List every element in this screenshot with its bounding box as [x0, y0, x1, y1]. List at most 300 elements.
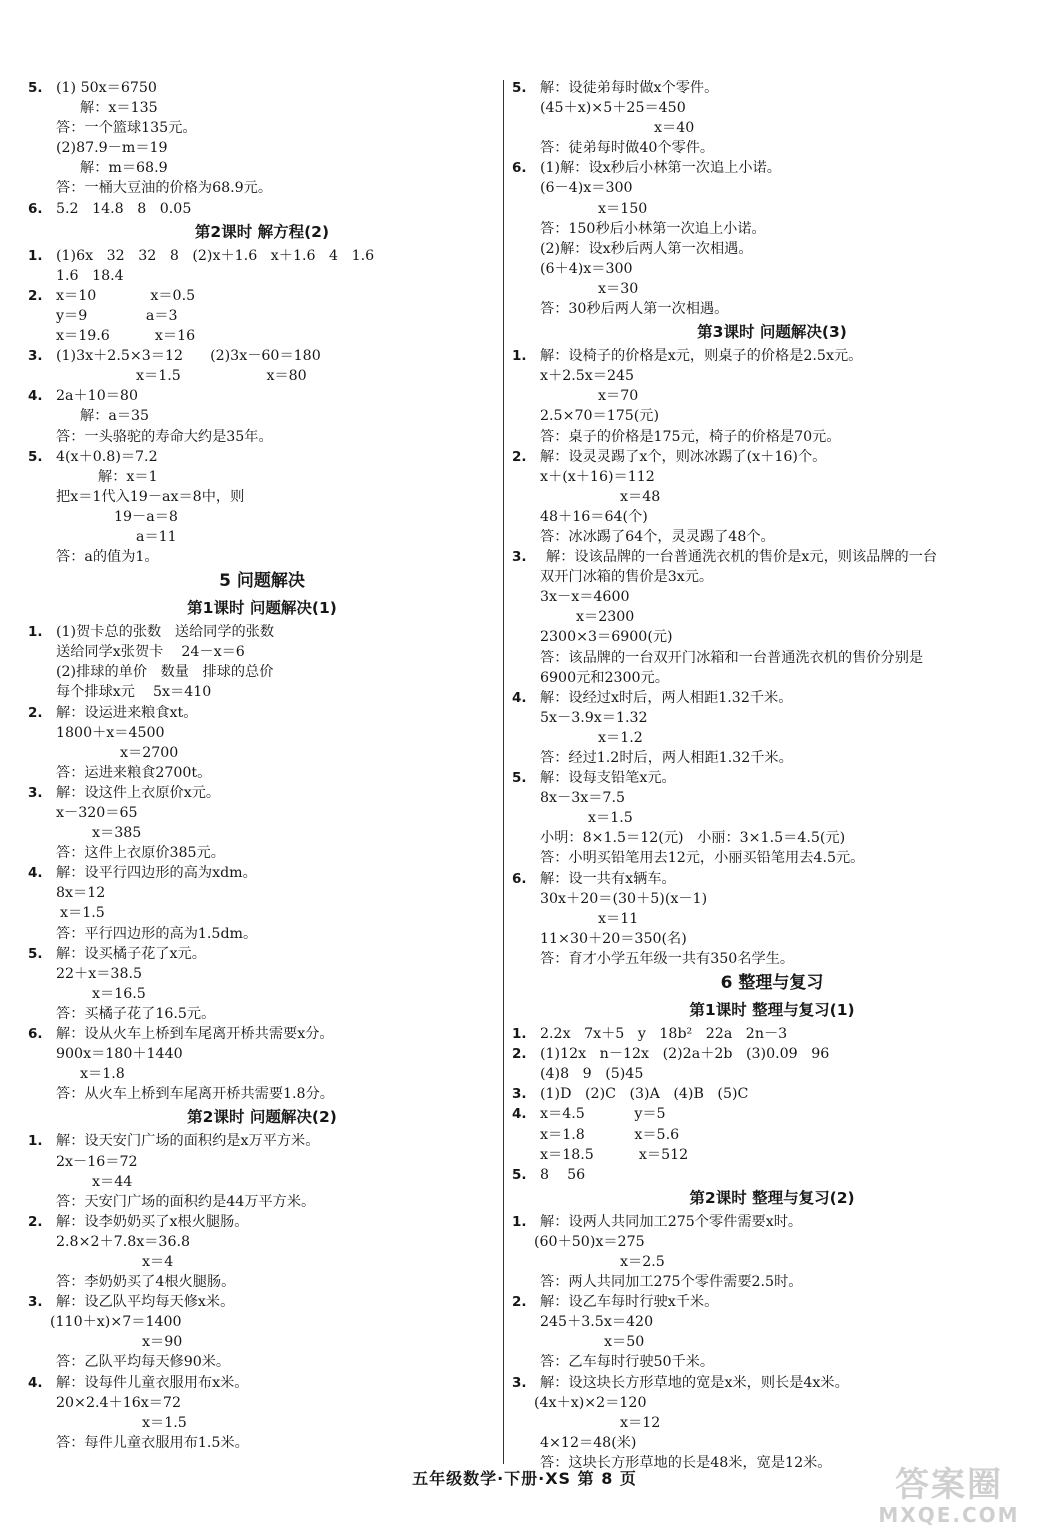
- chapter-heading: 6 整理与复习: [720, 973, 824, 994]
- answer-line: [28, 1292, 496, 1312]
- answer-text: 答：小明买铅笔用去12元，小丽买铅笔用去4.5元。: [540, 850, 865, 867]
- answer-line: [28, 1252, 496, 1272]
- answer-text: 245＋3.5x＝420: [540, 1314, 654, 1331]
- answer-text: x＝2.5: [620, 1253, 665, 1270]
- answer-line: [512, 1292, 1032, 1312]
- answer-text: 解：m＝68.9: [80, 160, 168, 177]
- answer-text: 答：两人共同加工275个零件需要2.5时。: [540, 1274, 803, 1291]
- answer-text: x＝40: [654, 120, 695, 137]
- answer-line: [512, 1165, 1032, 1185]
- question-number: 2.: [28, 287, 43, 304]
- question-number: 5.: [28, 448, 43, 465]
- answer-line: [28, 1332, 496, 1352]
- answer-line: [28, 1004, 496, 1024]
- answer-line: [28, 427, 496, 447]
- answer-text: 900x＝180＋1440: [56, 1046, 183, 1063]
- answer-text: 解：设灵灵踢了x个，则冰冰踢了(x＋16)个。: [540, 448, 827, 465]
- question-number: 5.: [28, 945, 43, 962]
- question-number: 4.: [512, 1106, 527, 1123]
- answer-text: 答：从火车上桥到车尾离开桥共需要1.8分。: [56, 1086, 334, 1103]
- answer-text: 11×30＋20＝350(名): [540, 930, 687, 947]
- answer-text: x＝1.5 x＝80: [136, 368, 307, 385]
- answer-line: [512, 279, 1032, 299]
- answer-text: 解：a＝35: [80, 408, 150, 425]
- answer-line: [512, 138, 1032, 158]
- answer-line: [512, 547, 1032, 567]
- answer-line: [28, 1131, 496, 1151]
- answer-line: [28, 1084, 496, 1104]
- left-column: [28, 78, 496, 1453]
- question-number: 3.: [512, 549, 527, 566]
- answer-line: [28, 527, 496, 547]
- answer-text: 48＋16＝64(个): [540, 508, 648, 525]
- answer-text: x＝70: [598, 388, 639, 405]
- answer-text: 30x＋20＝(30＋5)(x－1): [540, 890, 708, 907]
- answer-line: [512, 386, 1032, 406]
- answer-text: 答：平行四边形的高为1.5dm。: [56, 925, 258, 942]
- answer-text: (1)D (2)C (3)A (4)B (5)C: [540, 1086, 749, 1103]
- answer-text: x＝2300: [576, 609, 635, 626]
- question-number: 1.: [512, 1213, 527, 1230]
- answer-text: 2x－16＝72: [56, 1153, 138, 1170]
- answer-line: [512, 1044, 1032, 1064]
- question-number: 2.: [28, 1213, 43, 1230]
- answer-text: 解：设平行四边形的高为xdm。: [56, 865, 257, 882]
- answer-text: 解：设乙队平均每天修x米。: [56, 1294, 235, 1311]
- answer-line: [28, 1172, 496, 1192]
- section-heading: 第2课时 解方程(2): [194, 222, 330, 241]
- question-number: 4.: [28, 1374, 43, 1391]
- answer-text: 答：乙车每时行驶50千米。: [540, 1354, 715, 1371]
- answer-line: [512, 567, 1032, 587]
- answer-text: (60＋50)x＝275: [534, 1233, 645, 1250]
- question-number: 3.: [512, 1086, 527, 1103]
- answer-line: [28, 547, 496, 567]
- answer-text: 4(x＋0.8)＝7.2: [56, 448, 158, 465]
- question-number: 5.: [512, 770, 527, 787]
- answer-text: 解：设从火车上桥到车尾离开桥共需要x分。: [56, 1026, 334, 1043]
- answer-line: [512, 668, 1032, 688]
- answer-text: 解：设李奶奶买了x根火腿肠。: [56, 1213, 249, 1230]
- answer-text: 送给同学x张贺卡 24－x＝6: [56, 644, 245, 661]
- question-number: 3.: [28, 784, 43, 801]
- answer-line: [512, 889, 1032, 909]
- answer-text: x＝44: [92, 1173, 133, 1190]
- answer-text: (110＋x)×7＝1400: [50, 1314, 182, 1331]
- answer-text: 答：每件儿童衣服用布1.5米。: [56, 1434, 249, 1451]
- answer-text: x＝19.6 x＝16: [56, 328, 196, 345]
- answer-line: [512, 158, 1032, 178]
- answer-text: x＋(x＋16)＝112: [540, 468, 655, 485]
- answer-line: [28, 178, 496, 198]
- answer-line: [512, 748, 1032, 768]
- question-number: 4.: [28, 865, 43, 882]
- answer-line: [28, 199, 496, 219]
- answer-text: (1)6x 32 32 8 (2)x＋1.6 x＋1.6 4 1.6: [56, 247, 375, 264]
- answer-text: x＝12: [620, 1414, 661, 1431]
- answer-line: [28, 803, 496, 823]
- answer-line: [512, 587, 1032, 607]
- answer-text: 解：设经过x时后，两人相距1.32千米。: [540, 689, 793, 706]
- answer-line: [28, 703, 496, 723]
- answer-text: 小明：8×1.5＝12(元) 小丽：3×1.5＝4.5(元): [540, 830, 846, 847]
- answer-text: x＝2700: [120, 744, 179, 761]
- answer-line: [512, 78, 1032, 98]
- answer-line: [512, 627, 1032, 647]
- answer-text: 解：设该品牌的一台普通洗衣机的售价是x元，则该品牌的一台: [546, 549, 938, 566]
- answer-text: 解：设这件上衣原价x元。: [56, 784, 221, 801]
- answer-line: [28, 246, 496, 266]
- answer-text: (1)12x n－12x (2)2a＋2b (3)0.09 96: [540, 1046, 830, 1063]
- answer-line: [28, 1433, 496, 1453]
- answer-line: [28, 306, 496, 326]
- answer-text: 答：150秒后小林第一次追上小诺。: [540, 220, 766, 237]
- answer-text: 解：设两人共同加工275个零件需要x时。: [540, 1213, 803, 1230]
- answer-text: (1)解：设x秒后小林第一次追上小诺。: [540, 160, 781, 177]
- answer-text: 1800＋x＝4500: [56, 724, 165, 741]
- answer-line: [512, 507, 1032, 527]
- answer-line: [512, 366, 1032, 386]
- answer-text: 答：30秒后两人第一次相遇。: [540, 301, 729, 318]
- answer-text: (45＋x)×5＋25＝450: [540, 100, 686, 117]
- answer-line: [512, 406, 1032, 426]
- answer-text: 6900元和2300元。: [540, 669, 669, 686]
- answer-text: x＝11: [598, 910, 639, 927]
- answer-text: 答：一个篮球135元。: [56, 120, 197, 137]
- answer-line: [28, 883, 496, 903]
- answer-line: [512, 1125, 1032, 1145]
- answer-text: x＝50: [604, 1334, 645, 1351]
- answer-line: [512, 1212, 1032, 1232]
- answer-text: 解：x＝1: [98, 468, 158, 485]
- answer-line: [512, 1064, 1032, 1084]
- answer-text: 22＋x＝38.5: [56, 965, 143, 982]
- question-number: 5.: [28, 80, 43, 96]
- answer-line: [28, 447, 496, 467]
- answer-line: [512, 427, 1032, 447]
- answer-line: [512, 487, 1032, 507]
- answer-line: [28, 118, 496, 138]
- answer-text: 答：徒弟每时做40个零件。: [540, 140, 715, 157]
- answer-line: [28, 823, 496, 843]
- answer-line: [512, 1104, 1032, 1124]
- answer-text: x＝1.5: [142, 1414, 187, 1431]
- answer-text: 解：设这块长方形草地的宽是x米，则长是4x米。: [540, 1374, 849, 1391]
- answer-line: [512, 219, 1032, 239]
- section-heading: 第1课时 问题解决(1): [187, 599, 337, 618]
- right-column: [512, 78, 1032, 1473]
- answer-text: 每个排球x元 5x＝410: [56, 684, 212, 701]
- answer-text: 8x－3x＝7.5: [540, 790, 625, 807]
- answer-line: [512, 1352, 1032, 1372]
- question-number: 3.: [28, 348, 43, 365]
- answer-line: [512, 239, 1032, 259]
- answer-line: [28, 662, 496, 682]
- answer-line: [512, 1433, 1032, 1453]
- answer-text: (4)8 9 (5)45: [540, 1066, 644, 1083]
- answer-text: 答：桌子的价格是175元，椅子的价格是70元。: [540, 428, 841, 445]
- answer-text: 答：天安门广场的面积约是44万平方米。: [56, 1193, 316, 1210]
- question-number: 4.: [512, 689, 527, 706]
- answer-text: x＝150: [598, 200, 648, 217]
- answer-line: [28, 944, 496, 964]
- answer-text: 答：这件上衣原价385元。: [56, 845, 225, 862]
- question-number: 1.: [28, 1133, 43, 1150]
- answer-text: x＝16.5: [92, 985, 146, 1002]
- question-number: 1.: [512, 1026, 527, 1043]
- answer-text: x＝10 x＝0.5: [56, 287, 196, 304]
- answer-line: [512, 688, 1032, 708]
- answer-text: 答：经过1.2时后，两人相距1.32千米。: [540, 750, 793, 766]
- answer-line: [28, 1312, 496, 1332]
- answer-line: [512, 1272, 1032, 1292]
- answer-line: [28, 1413, 496, 1433]
- answer-line: [512, 1393, 1032, 1413]
- answer-text: 5.2 14.8 8 0.05: [56, 200, 192, 217]
- answer-line: [512, 118, 1032, 138]
- answer-text: 2.2x 7x＋5 y 18b² 22a 2n－3: [540, 1026, 788, 1043]
- question-number: 3.: [28, 1294, 43, 1311]
- answer-text: x＝4.5 y＝5: [540, 1106, 666, 1123]
- answer-text: (2)排球的单价 数量 排球的总价: [56, 664, 274, 681]
- answer-text: 答：a的值为1。: [56, 549, 159, 566]
- answer-text: 解：设每支铅笔x元。: [540, 770, 676, 787]
- answer-line: [512, 1145, 1032, 1165]
- answer-line: [512, 447, 1032, 467]
- answer-text: a＝11: [136, 528, 177, 545]
- question-number: 6.: [28, 1026, 43, 1043]
- answer-line: [28, 78, 496, 98]
- answer-line: [28, 1393, 496, 1413]
- answer-line: [28, 326, 496, 346]
- answer-line: [512, 527, 1032, 547]
- answer-text: (1)3x＋2.5×3＝12 (2)3x－60＝180: [56, 348, 321, 365]
- answer-text: 8x＝12: [56, 885, 106, 902]
- answer-text: (6＋4)x＝300: [540, 260, 633, 277]
- answer-line: [28, 487, 496, 507]
- question-number: 4.: [28, 388, 43, 405]
- question-number: 3.: [512, 1374, 527, 1391]
- answer-text: 2.8×2＋7.8x＝36.8: [56, 1233, 191, 1250]
- question-number: 2.: [512, 1046, 527, 1063]
- answer-line: [28, 1064, 496, 1084]
- answer-text: (4x＋x)×2＝120: [534, 1394, 647, 1411]
- answer-line: [512, 299, 1032, 319]
- answer-line: [28, 863, 496, 883]
- question-number: 1.: [28, 624, 43, 641]
- answer-text: (1)贺卡总的张数 送给同学的张数: [56, 624, 275, 641]
- answer-text: 答：一桶大豆油的价格为68.9元。: [56, 180, 273, 197]
- answer-text: y＝9 a＝3: [56, 307, 178, 324]
- answer-line: [512, 768, 1032, 788]
- answer-text: 解：设椅子的价格是x元，则桌子的价格是2.5x元。: [540, 348, 863, 365]
- answer-line: [28, 1212, 496, 1232]
- section-heading: 第2课时 整理与复习(2): [689, 1188, 855, 1207]
- question-number: 6.: [512, 160, 527, 177]
- answer-text: x＝1.2: [598, 729, 643, 746]
- answer-text: 解：设每件儿童衣服用布x米。: [56, 1374, 249, 1391]
- answer-text: 答：李奶奶买了4根火腿肠。: [56, 1274, 236, 1291]
- answer-line: [28, 1352, 496, 1372]
- answer-line: [512, 949, 1032, 969]
- answer-line: [28, 903, 496, 923]
- answer-text: 解：设徒弟每时做x个零件。: [540, 80, 719, 96]
- chapter-heading: 5 问题解决: [219, 571, 305, 592]
- answer-line: [28, 1232, 496, 1252]
- answer-line: [28, 406, 496, 426]
- question-number: 6.: [28, 200, 43, 217]
- answer-line: [28, 964, 496, 984]
- answer-line: [28, 763, 496, 783]
- answer-text: 双开门冰箱的售价是3x元。: [540, 569, 714, 586]
- section-heading: 第2课时 问题解决(2): [187, 1108, 337, 1127]
- answer-text: x＝4: [142, 1253, 174, 1270]
- answer-text: (6－4)x＝300: [540, 180, 633, 197]
- section-heading: 第3课时 问题解决(3): [697, 323, 847, 342]
- question-number: 2.: [512, 448, 527, 465]
- answer-text: 答：乙队平均每天修90米。: [56, 1354, 231, 1371]
- section-heading: 第1课时 整理与复习(1): [689, 1001, 855, 1020]
- answer-text: 解：x＝135: [80, 100, 158, 117]
- answer-text: 把x＝1代入19－ax＝8中，则: [56, 488, 245, 505]
- answer-text: 3x－x＝4600: [540, 589, 630, 606]
- answer-line: [512, 1024, 1032, 1044]
- column-divider: [503, 80, 504, 1464]
- answer-text: 解：设运进来粮食xt。: [56, 704, 198, 721]
- answer-text: (1) 50x＝6750: [56, 80, 157, 96]
- answer-line: [28, 984, 496, 1004]
- answer-line: [28, 386, 496, 406]
- answer-line: [512, 828, 1032, 848]
- question-number: 2.: [28, 704, 43, 721]
- answer-line: [28, 682, 496, 702]
- answer-line: [512, 848, 1032, 868]
- answer-line: [28, 1024, 496, 1044]
- answer-text: (2)87.9－m＝19: [56, 140, 168, 157]
- answer-line: [512, 1084, 1032, 1104]
- answer-text: 2300×3＝6900(元): [540, 629, 673, 646]
- answer-text: 解：设乙车每时行驶x千米。: [540, 1294, 719, 1311]
- watermark-url: MXQE.COM: [878, 1503, 1020, 1527]
- answer-line: [28, 366, 496, 386]
- answer-line: [512, 909, 1032, 929]
- answer-text: x＝1.8: [80, 1066, 125, 1083]
- answer-text: x＝1.5: [588, 810, 633, 827]
- answer-line: [512, 648, 1032, 668]
- answer-line: [512, 467, 1032, 487]
- answer-text: 1.6 18.4: [56, 267, 124, 284]
- question-number: 6.: [512, 870, 527, 887]
- answer-text: 2.5×70＝175(元): [540, 408, 660, 425]
- answer-line: [512, 346, 1032, 366]
- answer-text: x＝48: [620, 488, 661, 505]
- answer-text: x＝90: [142, 1334, 183, 1351]
- question-number: 2.: [512, 1294, 527, 1311]
- answer-text: 19－a＝8: [114, 508, 178, 525]
- answer-line: [28, 843, 496, 863]
- answer-line: [28, 723, 496, 743]
- answer-text: 5x－3.9x＝1.32: [540, 709, 648, 726]
- watermark-logo: [859, 1466, 1039, 1528]
- answer-line: [28, 138, 496, 158]
- question-number: 5.: [512, 80, 527, 96]
- page-footer: 五年级数学·下册·XS 第 8 页: [412, 1469, 637, 1488]
- answer-text: x＋2.5x＝245: [540, 368, 635, 385]
- answer-text: 8 56: [540, 1166, 586, 1183]
- answer-line: [512, 98, 1032, 118]
- answer-text: x＝1.5: [60, 905, 105, 922]
- question-number: 1.: [512, 348, 527, 365]
- answer-line: [512, 259, 1032, 279]
- answer-line: [28, 1272, 496, 1292]
- answer-line: [28, 783, 496, 803]
- answer-text: x＝30: [598, 280, 639, 297]
- answer-line: [512, 178, 1032, 198]
- answer-text: 20×2.4＋16x＝72: [56, 1394, 181, 1411]
- answer-text: 答：买橘子花了16.5元。: [56, 1005, 216, 1022]
- answer-text: 解：设一共有x辆车。: [540, 870, 676, 887]
- watermark-text: 答案圈: [895, 1465, 1003, 1505]
- answer-line: [512, 199, 1032, 219]
- answer-line: [28, 266, 496, 286]
- answer-line: [28, 1044, 496, 1064]
- answer-line: [28, 1192, 496, 1212]
- answer-line: [512, 1252, 1032, 1272]
- answer-line: [512, 607, 1032, 627]
- answer-line: [512, 1332, 1032, 1352]
- answer-line: [28, 1152, 496, 1172]
- answer-text: x＝385: [92, 825, 142, 842]
- answer-line: [512, 808, 1032, 828]
- answer-text: 答：运进来粮食2700t。: [56, 764, 212, 781]
- answer-text: 答：一头骆驼的寿命大约是35年。: [56, 428, 273, 445]
- answer-line: [512, 1413, 1032, 1433]
- answer-text: 答：该品牌的一台双开门冰箱和一台普通洗衣机的售价分别是: [540, 649, 924, 666]
- answer-line: [28, 507, 496, 527]
- answer-line: [28, 924, 496, 944]
- answer-line: [28, 346, 496, 366]
- answer-text: x－320＝65: [56, 805, 138, 821]
- answer-text: 解：设买橘子花了x元。: [56, 945, 206, 962]
- answer-text: x＝18.5 x＝512: [540, 1146, 689, 1163]
- answer-line: [512, 788, 1032, 808]
- answer-text: 解：设天安门广场的面积约是x万平方米。: [56, 1133, 320, 1150]
- answer-line: [512, 869, 1032, 889]
- answer-text: 答：冰冰踢了64个，灵灵踢了48个。: [540, 528, 775, 545]
- answer-line: [512, 728, 1032, 748]
- answer-line: [28, 622, 496, 642]
- answer-line: [28, 286, 496, 306]
- answer-text: 答：育才小学五年级一共有350名学生。: [540, 950, 795, 967]
- answer-text: x＝1.8 x＝5.6: [540, 1126, 680, 1143]
- answer-line: [512, 929, 1032, 949]
- answer-line: [28, 1373, 496, 1393]
- answer-line: [512, 1312, 1032, 1332]
- answer-line: [28, 642, 496, 662]
- question-number: 5.: [512, 1166, 527, 1183]
- answer-text: (2)解：设x秒后两人第一次相遇。: [540, 240, 753, 257]
- answer-line: [512, 1373, 1032, 1393]
- answer-line: [28, 158, 496, 178]
- answer-text: 2a＋10＝80: [56, 388, 138, 405]
- answer-line: [512, 708, 1032, 728]
- answer-text: 4×12＝48(米): [540, 1434, 637, 1451]
- question-number: 1.: [28, 247, 43, 264]
- answer-text: 答：这块长方形草地的长是48米，宽是12米。: [540, 1454, 832, 1471]
- answer-line: [28, 98, 496, 118]
- answer-line: [28, 743, 496, 763]
- answer-line: [28, 467, 496, 487]
